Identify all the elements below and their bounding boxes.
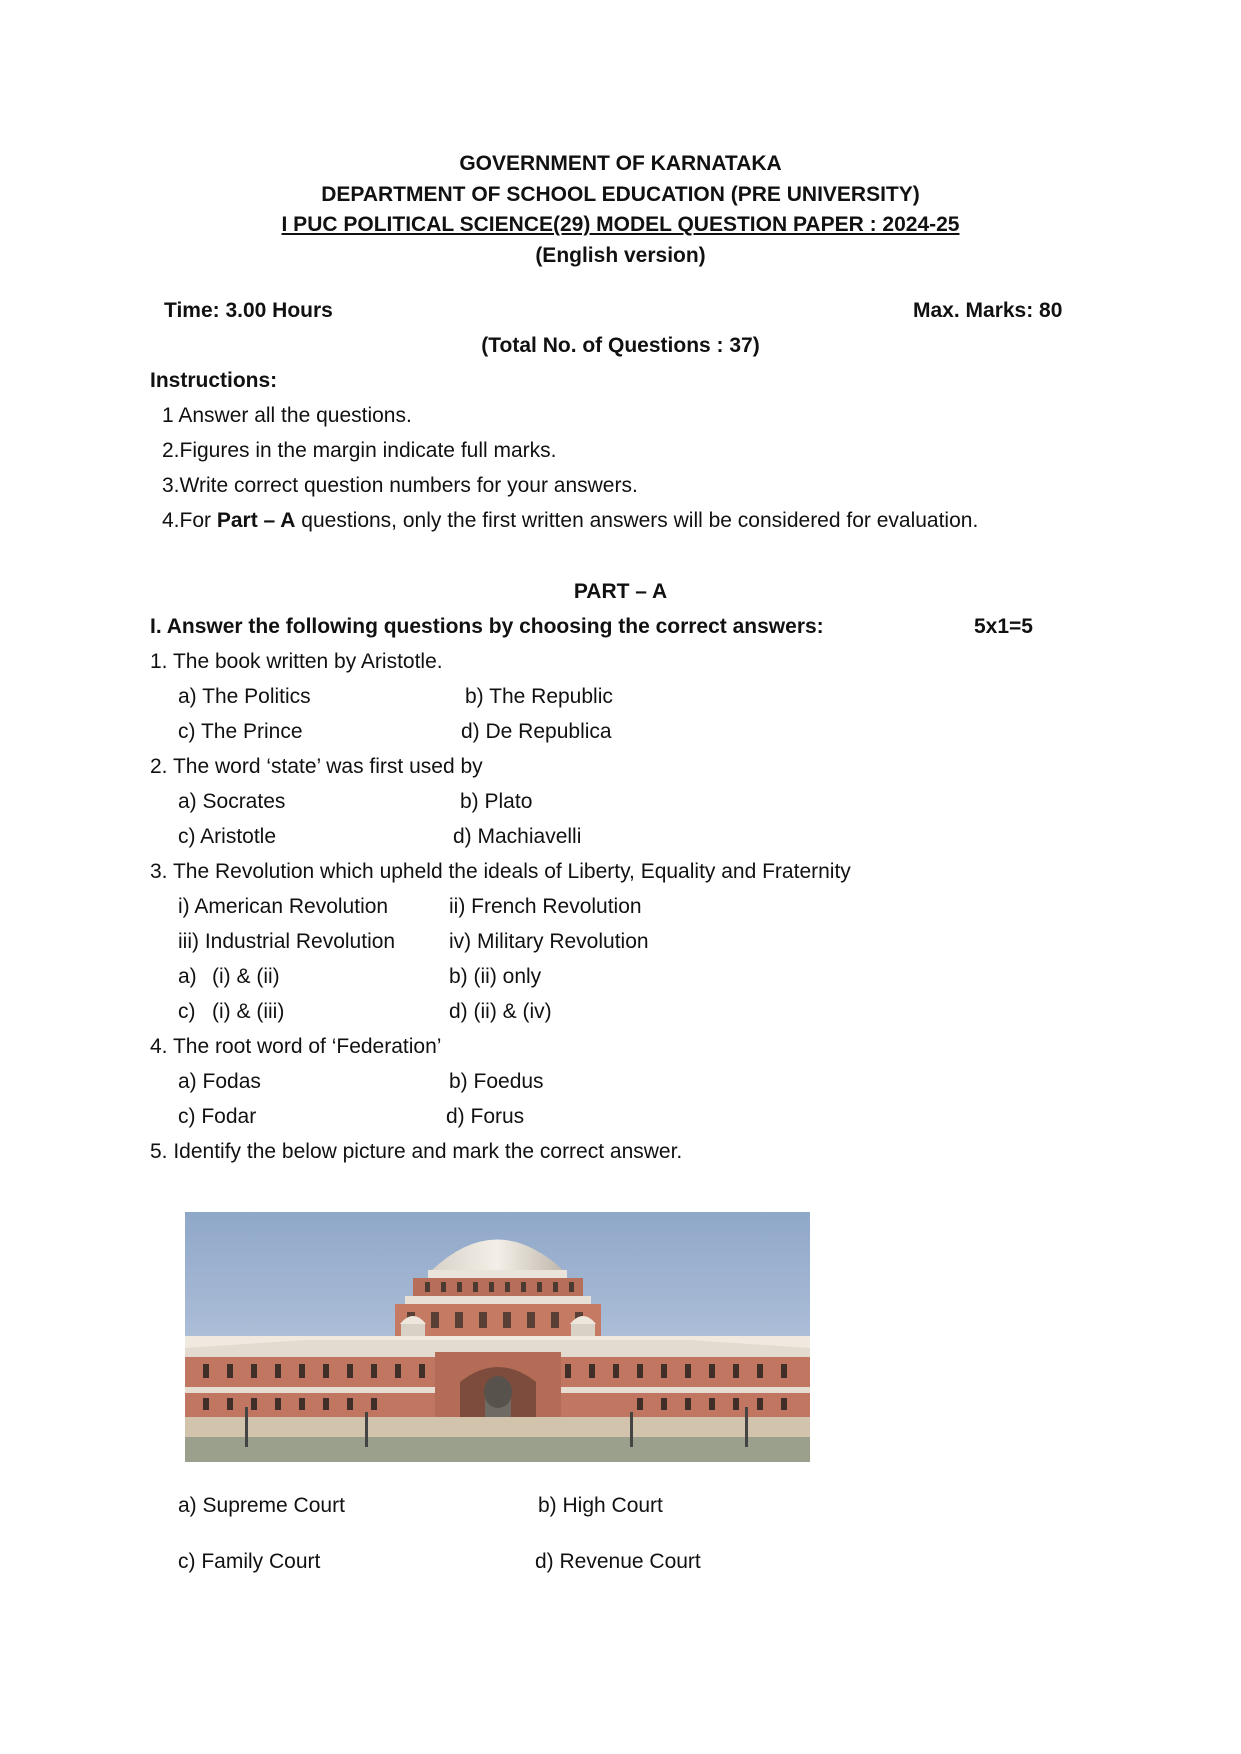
q4-option-a: a) Fodas bbox=[178, 1070, 261, 1093]
q3-option-d: d) (ii) & (iv) bbox=[449, 1000, 552, 1023]
instruction-item-4-bold: Part – A bbox=[216, 509, 296, 532]
q2-option-c: c) Aristotle bbox=[178, 825, 277, 848]
q3-option-c-label: c) bbox=[178, 1000, 196, 1023]
instruction-item-1: 1 Answer all the questions. bbox=[162, 404, 412, 427]
q4-option-d: d) Forus bbox=[446, 1105, 525, 1128]
q1-option-d: d) De Republica bbox=[461, 720, 612, 743]
q3-option-b: b) (ii) only bbox=[449, 965, 542, 988]
q3-option-c: (i) & (iii) bbox=[212, 1000, 285, 1023]
q4-option-c: c) Fodar bbox=[178, 1105, 257, 1128]
section-heading: I. Answer the following questions by choosing the correct answers: bbox=[150, 615, 824, 638]
paper-title-text: I PUC POLITICAL SCIENCE(29) MODEL QUESTION PAPER : 2024-25 bbox=[281, 213, 960, 236]
q2-option-b: b) Plato bbox=[460, 790, 533, 813]
total-questions: (Total No. of Questions : 37) bbox=[481, 334, 760, 357]
header-government: GOVERNMENT OF KARNATAKA bbox=[459, 152, 782, 175]
instruction-item-4-suffix: questions, only the first written answers will be considered for evaluation. bbox=[295, 509, 979, 532]
time-label: Time: 3.00 Hours bbox=[164, 299, 333, 322]
max-marks-label: Max. Marks: 80 bbox=[913, 299, 1063, 322]
instruction-item-4 bbox=[162, 509, 978, 533]
q5-option-b: b) High Court bbox=[538, 1494, 663, 1517]
instruction-item-4-prefix: 4.For bbox=[162, 509, 217, 532]
header-paper-title bbox=[0, 213, 1241, 237]
q3-item-ii: ii) French Revolution bbox=[449, 895, 642, 918]
q2-option-a: a) Socrates bbox=[178, 790, 286, 813]
q3-item-i: i) American Revolution bbox=[178, 895, 389, 918]
q5-option-d: d) Revenue Court bbox=[535, 1550, 701, 1573]
q4-option-b: b) Foedus bbox=[449, 1070, 544, 1093]
header-department: DEPARTMENT OF SCHOOL EDUCATION (PRE UNIVERSITY) bbox=[321, 183, 920, 206]
question-3: 3. The Revolution which upheld the ideals of Liberty, Equality and Fraternity bbox=[150, 860, 851, 883]
q3-option-a: (i) & (ii) bbox=[212, 965, 280, 988]
instructions-heading: Instructions: bbox=[150, 369, 278, 392]
question-4: 4. The root word of ‘Federation’ bbox=[150, 1035, 442, 1058]
question-1: 1. The book written by Aristotle. bbox=[150, 650, 443, 673]
q1-option-b: b) The Republic bbox=[465, 685, 613, 708]
q3-item-iv: iv) Military Revolution bbox=[449, 930, 649, 953]
part-a-title: PART – A bbox=[573, 580, 668, 603]
q3-option-a-label: a) bbox=[178, 965, 197, 988]
q5-option-a: a) Supreme Court bbox=[178, 1494, 345, 1517]
q5-option-c: c) Family Court bbox=[178, 1550, 321, 1573]
instruction-item-2: 2.Figures in the margin indicate full marks. bbox=[162, 439, 557, 462]
header-version: (English version) bbox=[535, 244, 706, 267]
instruction-item-3: 3.Write correct question numbers for your answers. bbox=[162, 474, 638, 497]
q3-item-iii: iii) Industrial Revolution bbox=[178, 930, 396, 953]
q1-option-a: a) The Politics bbox=[178, 685, 311, 708]
question-5: 5. Identify the below picture and mark the correct answer. bbox=[150, 1140, 683, 1163]
supreme-court-building-image bbox=[185, 1212, 810, 1462]
section-marks: 5x1=5 bbox=[974, 615, 1033, 638]
question-2: 2. The word ‘state’ was first used by bbox=[150, 755, 483, 778]
building-illustration bbox=[185, 1212, 810, 1462]
q2-option-d: d) Machiavelli bbox=[453, 825, 582, 848]
q1-option-c: c) The Prince bbox=[178, 720, 303, 743]
